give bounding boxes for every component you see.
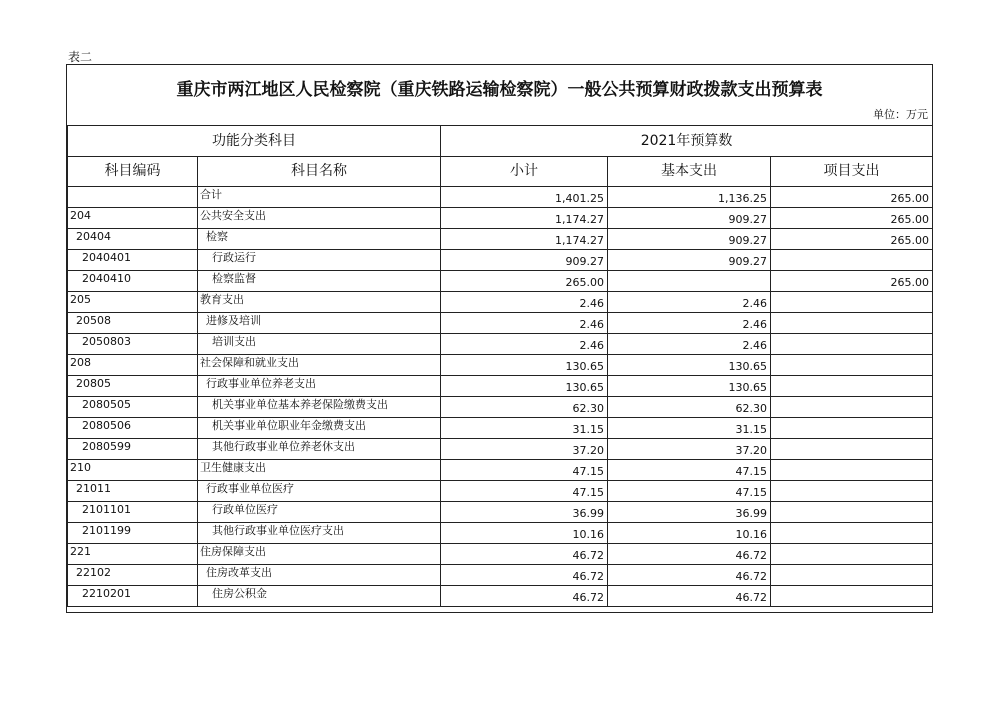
row-subtotal-cell: 47.15 — [441, 460, 608, 481]
row-code-cell: 205 — [68, 292, 198, 313]
row-name-cell: 机关事业单位基本养老保险缴费支出 — [198, 397, 441, 418]
subtotal-header: 小计 — [441, 157, 608, 187]
row-subtotal-cell: 46.72 — [441, 586, 608, 607]
row-project-cell — [771, 397, 933, 418]
row-basic-cell: 130.65 — [608, 376, 771, 397]
row-basic-cell: 2.46 — [608, 292, 771, 313]
budget-sheet — [66, 64, 933, 613]
row-code-cell: 210 — [68, 460, 198, 481]
row-project-cell — [771, 250, 933, 271]
row-code-cell: 21011 — [68, 481, 198, 502]
row-code-cell: 20404 — [68, 229, 198, 250]
row-basic-cell: 46.72 — [608, 586, 771, 607]
row-basic-cell: 2.46 — [608, 313, 771, 334]
row-code-cell: 2080505 — [68, 397, 198, 418]
row-name-cell: 公共安全支出 — [198, 208, 441, 229]
table-row — [68, 502, 933, 523]
row-subtotal-cell: 130.65 — [441, 355, 608, 376]
row-name-cell: 教育支出 — [198, 292, 441, 313]
unit-label: 单位：万元 — [873, 108, 928, 121]
row-code-cell: 2040401 — [68, 250, 198, 271]
row-code-cell: 221 — [68, 544, 198, 565]
row-name-cell: 住房改革支出 — [198, 565, 441, 586]
row-basic-cell: 36.99 — [608, 502, 771, 523]
row-name-cell: 进修及培训 — [198, 313, 441, 334]
row-code-cell: 208 — [68, 355, 198, 376]
row-subtotal-cell: 10.16 — [441, 523, 608, 544]
row-basic-cell: 10.16 — [608, 523, 771, 544]
row-code-cell: 22102 — [68, 565, 198, 586]
row-subtotal-cell: 62.30 — [441, 397, 608, 418]
row-code-cell: 204 — [68, 208, 198, 229]
row-name-cell: 培训支出 — [198, 334, 441, 355]
row-project-cell — [771, 418, 933, 439]
row-code-cell: 2080599 — [68, 439, 198, 460]
table-row — [68, 544, 933, 565]
row-code-cell — [68, 187, 198, 208]
row-subtotal-cell: 909.27 — [441, 250, 608, 271]
row-basic-cell: 1,136.25 — [608, 187, 771, 208]
row-subtotal-cell: 265.00 — [441, 271, 608, 292]
functional-category-header: 功能分类科目 — [68, 126, 441, 157]
row-name-cell: 机关事业单位职业年金缴费支出 — [198, 418, 441, 439]
table-body — [68, 187, 933, 607]
row-subtotal-cell: 36.99 — [441, 502, 608, 523]
row-basic-cell: 2.46 — [608, 334, 771, 355]
row-code-cell: 2080506 — [68, 418, 198, 439]
project-header: 项目支出 — [771, 157, 933, 187]
row-subtotal-cell: 1,174.27 — [441, 208, 608, 229]
table-row — [68, 208, 933, 229]
table-row — [68, 460, 933, 481]
row-basic-cell: 62.30 — [608, 397, 771, 418]
row-code-cell: 2050803 — [68, 334, 198, 355]
table-row — [68, 565, 933, 586]
row-basic-cell: 130.65 — [608, 355, 771, 376]
row-subtotal-cell: 1,401.25 — [441, 187, 608, 208]
row-subtotal-cell: 2.46 — [441, 292, 608, 313]
row-name-cell: 社会保障和就业支出 — [198, 355, 441, 376]
table-row — [68, 586, 933, 607]
page-title: 重庆市两江地区人民检察院（重庆铁路运输检察院）一般公共预算财政拨款支出预算表 — [176, 80, 823, 100]
row-project-cell — [771, 292, 933, 313]
table-row — [68, 481, 933, 502]
row-subtotal-cell: 31.15 — [441, 418, 608, 439]
row-subtotal-cell: 2.46 — [441, 313, 608, 334]
row-name-cell: 其他行政事业单位医疗支出 — [198, 523, 441, 544]
row-name-cell: 行政单位医疗 — [198, 502, 441, 523]
code-header: 科目编码 — [68, 157, 198, 187]
row-subtotal-cell: 46.72 — [441, 544, 608, 565]
row-name-cell: 行政事业单位医疗 — [198, 481, 441, 502]
row-project-cell: 265.00 — [771, 208, 933, 229]
row-project-cell — [771, 481, 933, 502]
row-project-cell — [771, 439, 933, 460]
table-row — [68, 229, 933, 250]
row-project-cell — [771, 544, 933, 565]
row-basic-cell: 46.72 — [608, 565, 771, 586]
row-basic-cell — [608, 271, 771, 292]
table-row — [68, 418, 933, 439]
row-name-cell: 其他行政事业单位养老休支出 — [198, 439, 441, 460]
header-row-1 — [68, 126, 933, 157]
basic-header: 基本支出 — [608, 157, 771, 187]
table-row — [68, 313, 933, 334]
budget-year-header: 2021年预算数 — [441, 126, 933, 157]
row-name-cell: 行政运行 — [198, 250, 441, 271]
budget-table — [67, 125, 933, 607]
row-basic-cell: 909.27 — [608, 229, 771, 250]
row-project-cell — [771, 460, 933, 481]
row-project-cell: 265.00 — [771, 271, 933, 292]
row-project-cell: 265.00 — [771, 187, 933, 208]
table-row — [68, 187, 933, 208]
table-label: 表二 — [68, 50, 93, 64]
row-project-cell — [771, 376, 933, 397]
row-code-cell: 2101101 — [68, 502, 198, 523]
row-code-cell: 20805 — [68, 376, 198, 397]
row-project-cell — [771, 565, 933, 586]
table-row — [68, 292, 933, 313]
row-basic-cell: 47.15 — [608, 460, 771, 481]
row-subtotal-cell: 46.72 — [441, 565, 608, 586]
header-row-2 — [68, 157, 933, 187]
row-name-cell: 住房保障支出 — [198, 544, 441, 565]
table-row — [68, 271, 933, 292]
row-code-cell: 2101199 — [68, 523, 198, 544]
table-row — [68, 397, 933, 418]
row-subtotal-cell: 2.46 — [441, 334, 608, 355]
row-code-cell: 20508 — [68, 313, 198, 334]
table-row — [68, 334, 933, 355]
row-name-cell: 检察监督 — [198, 271, 441, 292]
row-project-cell — [771, 355, 933, 376]
row-name-cell: 行政事业单位养老支出 — [198, 376, 441, 397]
row-basic-cell: 47.15 — [608, 481, 771, 502]
row-basic-cell: 46.72 — [608, 544, 771, 565]
row-project-cell — [771, 334, 933, 355]
row-name-cell: 住房公积金 — [198, 586, 441, 607]
row-project-cell: 265.00 — [771, 229, 933, 250]
table-row — [68, 439, 933, 460]
row-basic-cell: 37.20 — [608, 439, 771, 460]
table-row — [68, 250, 933, 271]
table-row — [68, 523, 933, 544]
name-header: 科目名称 — [198, 157, 441, 187]
table-row — [68, 376, 933, 397]
table-row — [68, 355, 933, 376]
row-project-cell — [771, 313, 933, 334]
row-subtotal-cell: 130.65 — [441, 376, 608, 397]
row-subtotal-cell: 1,174.27 — [441, 229, 608, 250]
row-name-cell: 检察 — [198, 229, 441, 250]
row-basic-cell: 31.15 — [608, 418, 771, 439]
row-subtotal-cell: 47.15 — [441, 481, 608, 502]
row-name-cell: 卫生健康支出 — [198, 460, 441, 481]
row-project-cell — [771, 502, 933, 523]
row-name-cell: 合计 — [198, 187, 441, 208]
row-basic-cell: 909.27 — [608, 208, 771, 229]
row-code-cell: 2210201 — [68, 586, 198, 607]
row-project-cell — [771, 586, 933, 607]
row-code-cell: 2040410 — [68, 271, 198, 292]
row-project-cell — [771, 523, 933, 544]
row-basic-cell: 909.27 — [608, 250, 771, 271]
row-subtotal-cell: 37.20 — [441, 439, 608, 460]
